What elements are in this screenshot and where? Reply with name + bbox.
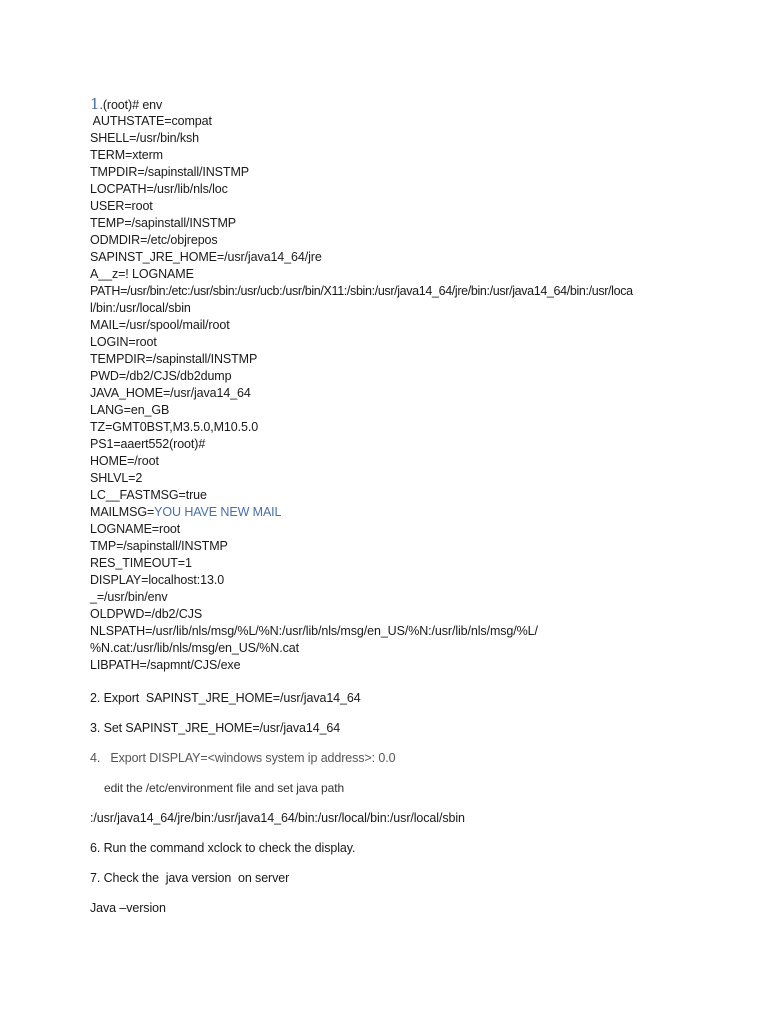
env-line: LOCPATH=/usr/lib/nls/loc xyxy=(90,182,228,196)
env-line: SHELL=/usr/bin/ksh xyxy=(90,131,200,145)
env-line: SHLVL=2 xyxy=(90,471,143,485)
step1-heading xyxy=(90,96,730,113)
env-line: OLDPWD=/db2/CJS xyxy=(90,607,203,621)
step6-text: 6. Run the command xclock to check the display. xyxy=(90,841,356,855)
env-line: LIBPATH=/sapmnt/CJS/exe xyxy=(90,658,241,672)
env-line: LOGNAME=root xyxy=(90,522,181,536)
env-line: TMPDIR=/sapinstall/INSTMP xyxy=(90,165,249,179)
env-line: USER=root xyxy=(90,199,153,213)
step7-text: 7. Check the java version on server xyxy=(90,871,290,885)
env-line: l/bin:/usr/local/sbin xyxy=(90,301,191,315)
env-line: PATH=/usr/bin:/etc:/usr/sbin:/usr/ucb:/usr/bin/X11:/sbin:/usr/java14_64/jre/bin:/usr/java14_64/bin:/usr/loca xyxy=(90,284,633,298)
env-line: LANG=en_GB xyxy=(90,403,170,417)
env-line: A__z=! LOGNAME xyxy=(90,267,194,281)
env-line: _=/usr/bin/env xyxy=(90,590,168,604)
env-line: RES_TIMEOUT=1 xyxy=(90,556,192,570)
env-line: PWD=/db2/CJS/db2dump xyxy=(90,369,232,383)
env-line: LOGIN=root xyxy=(90,335,157,349)
step5-note: edit the /etc/environment file and set java path xyxy=(104,781,345,795)
env-output-block xyxy=(90,96,730,674)
env-line: TEMPDIR=/sapinstall/INSTMP xyxy=(90,352,258,366)
step4-text: 4. Export DISPLAY=<windows system ip address>: 0.0 xyxy=(90,751,396,765)
env-line: TERM=xterm xyxy=(90,148,163,162)
env-line: NLSPATH=/usr/lib/nls/msg/%L/%N:/usr/lib/nls/msg/en_US/%N:/usr/lib/nls/msg/%L/ xyxy=(90,624,538,638)
java-version-command: Java –version xyxy=(90,901,166,915)
step2-text: 2. Export SAPINST_JRE_HOME=/usr/java14_64 xyxy=(90,691,361,705)
java-path-text: :/usr/java14_64/jre/bin:/usr/java14_64/bin:/usr/local/bin:/usr/local/sbin xyxy=(90,811,465,825)
env-line: PS1=aaert552(root)# xyxy=(90,437,206,451)
env-line: ODMDIR=/etc/objrepos xyxy=(90,233,218,247)
env-line: HOME=/root xyxy=(90,454,159,468)
env-line: LC__FASTMSG=true xyxy=(90,488,207,502)
mailmsg-line xyxy=(90,504,730,521)
env-line: SAPINST_JRE_HOME=/usr/java14_64/jre xyxy=(90,250,322,264)
env-line: DISPLAY=localhost:13.0 xyxy=(90,573,225,587)
env-line: AUTHSTATE=compat xyxy=(90,114,212,128)
step1-number: 1 xyxy=(90,95,100,113)
env-line: MAIL=/usr/spool/mail/root xyxy=(90,318,230,332)
env-line: JAVA_HOME=/usr/java14_64 xyxy=(90,386,251,400)
env-line: TEMP=/sapinstall/INSTMP xyxy=(90,216,237,230)
step3-text: 3. Set SAPINST_JRE_HOME=/usr/java14_64 xyxy=(90,721,341,735)
step1-command: .(root)# env xyxy=(99,98,163,112)
env-line: TZ=GMT0BST,M3.5.0,M10.5.0 xyxy=(90,420,259,434)
env-line: %N.cat:/usr/lib/nls/msg/en_US/%N.cat xyxy=(90,641,299,655)
env-line: TMP=/sapinstall/INSTMP xyxy=(90,539,228,553)
mailmsg-value: YOU HAVE NEW MAIL xyxy=(154,505,282,519)
mailmsg-key: MAILMSG= xyxy=(90,505,155,519)
